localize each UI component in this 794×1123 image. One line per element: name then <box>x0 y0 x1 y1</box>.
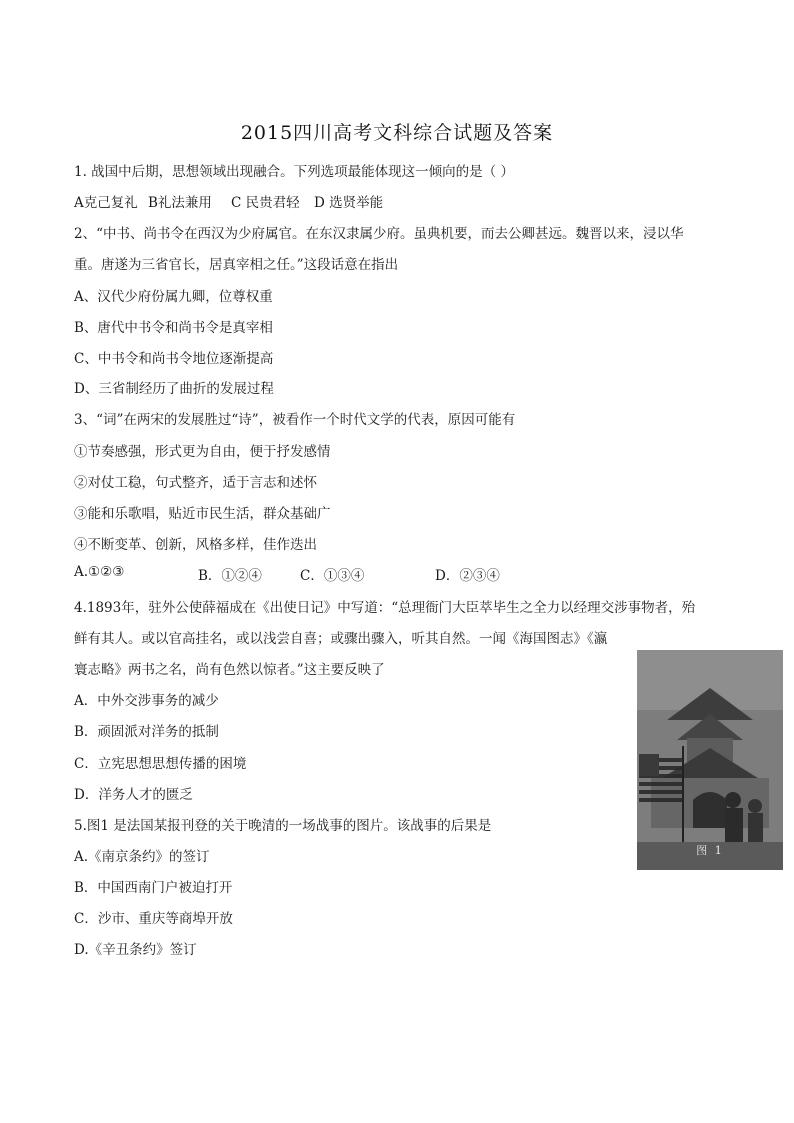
q1-stem: 1. 战国中后期，思想领域出现融合。下列选项最能体现这一倾向的是（ ） <box>74 164 514 180</box>
q4-stem-line3: 寰志略》两书之名，尚有色然以惊者。”这主要反映了 <box>74 662 385 678</box>
q5-option-d: D.《辛丑条约》签订 <box>74 942 197 958</box>
q5-stem: 5.图1 是法国某报刊登的关于晚清的一场战事的图片。该战事的后果是 <box>74 818 492 834</box>
q3-option-c: C．①③④ <box>300 568 365 584</box>
q1-option-d: D 选贤举能 <box>314 195 384 211</box>
q5-option-b: B．中国西南门户被迫打开 <box>74 880 233 896</box>
q2-stem-line2: 重。唐遂为三省官长，居真宰相之任。”这段话意在指出 <box>74 257 399 273</box>
q3-option-b: B．①②④ <box>198 568 262 584</box>
q3-option-a: A.①②③ <box>74 564 125 580</box>
q1-option-b: B礼法兼用 <box>148 195 212 211</box>
q5-option-c: C．沙市、重庆等商埠开放 <box>74 911 233 927</box>
q1-option-c: C 民贵君轻 <box>231 195 300 211</box>
q3-item-3: ③能和乐歌唱，贴近市民生活，群众基础广 <box>74 506 331 522</box>
q4-option-d: D．洋务人才的匮乏 <box>74 787 193 803</box>
q2-option-b: B、唐代中书令和尚书令是真宰相 <box>74 320 273 336</box>
q3-item-2: ②对仗工稳，句式整齐，适于言志和述怀 <box>74 475 317 491</box>
q5-option-a: A.《南京条约》的签订 <box>74 849 210 865</box>
q1-option-a: A克己复礼 <box>74 195 138 211</box>
q3-option-d: D．②③④ <box>435 568 500 584</box>
page-title: 2015四川高考文科综合试题及答案 <box>240 122 554 144</box>
q2-option-a: A、汉代少府份属九卿，位尊权重 <box>74 289 273 305</box>
q4-option-a: A．中外交涉事务的减少 <box>74 693 219 709</box>
battle-illustration <box>637 650 783 870</box>
q4-option-c: C．立宪思想思想传播的困境 <box>74 756 247 772</box>
q3-item-4: ④不断变革、创新，风格多样，佳作迭出 <box>74 537 317 553</box>
q3-stem: 3、“词”在两宋的发展胜过“诗”，被看作一个时代文学的代表，原因可能有 <box>74 412 516 428</box>
q2-option-d: D、三省制经历了曲折的发展过程 <box>74 381 274 397</box>
figure-1-image <box>637 650 783 870</box>
q2-stem-line1: 2、“中书、尚书令在西汉为少府属官。在东汉隶属少府。虽典机要，而去公卿甚远。魏晋以来，浸以华 <box>74 226 684 242</box>
q4-option-b: B．顽固派对洋务的抵制 <box>74 724 219 740</box>
q3-item-1: ①节奏感强，形式更为自由，便于抒发感情 <box>74 444 331 460</box>
q4-stem-line1: 4.1893年，驻外公使薛福成在《出使日记》中写道：“总理衙门大臣萃毕生之全力以经理交涉事物者，殆 <box>74 600 696 616</box>
figure-caption: 图 1 <box>696 844 724 857</box>
q2-option-c: C、中书令和尚书令地位逐渐提高 <box>74 351 274 367</box>
q4-stem-line2: 鲜有其人。或以官高挂名，或以浅尝自喜；或骤出骤入，听其自然。一闻《海国图志》《瀛 <box>74 631 608 647</box>
